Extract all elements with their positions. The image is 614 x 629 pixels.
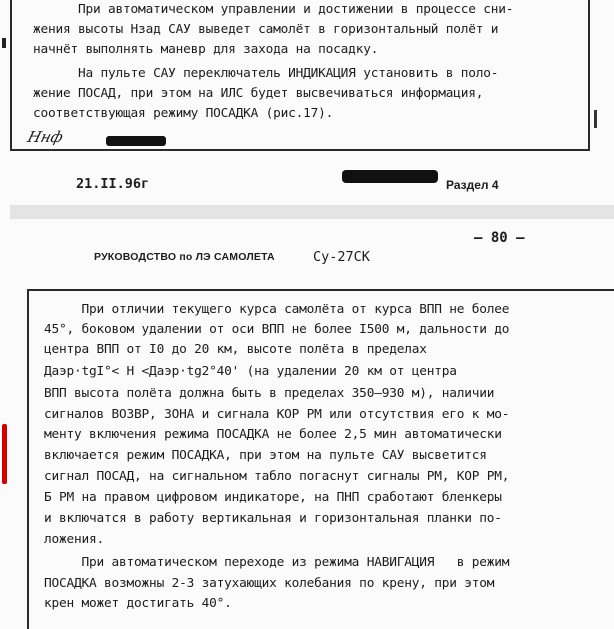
signature: Ннф (25, 128, 66, 146)
page2-line-10: Б РМ на правом цифровом индикаторе, на ПНП сработают бленкеры (44, 490, 502, 505)
page2-line-8: включается режим ПОСАДКА, при этом на пульте САУ высветится (44, 448, 487, 463)
red-margin-mark (2, 424, 7, 484)
page1-line-2: жения высоты Нзад САУ выведет самолёт в горизонтальный полёт и (33, 22, 499, 37)
page2-line-12: ложения. (44, 532, 105, 547)
page2-line-4: Даэр·tgI°< H <Даэр·tg2°40' (на удалении 20 км от центра (44, 364, 457, 379)
page2-line-5: ВПП высота полёта должна быть в пределах 350–930 м), наличии (44, 386, 495, 401)
page2-line-1: При отличии текущего курса самолёта от курса ВПП не более (44, 302, 510, 317)
page-date: 21.II.96г (76, 176, 150, 192)
page-divider (10, 205, 614, 219)
redaction-bar-bottom (342, 170, 438, 183)
page1-line-4: На пульте САУ переключатель ИНДИКАЦИЯ установить в поло- (33, 66, 499, 81)
aircraft-model: Су-27СК (313, 249, 370, 265)
page2-line-15: крен может достигать 40°. (44, 596, 232, 611)
section-label: Раздел 4 (446, 178, 499, 192)
page2-line-11: и включатся в работу вертикальная и горизонтальная планки по- (44, 511, 502, 526)
page1-line-3: начнёт выполнять маневр для захода на посадку. (33, 42, 379, 57)
redaction-bar-top (106, 136, 166, 146)
page1-line-5: жение ПОСАД, при этом на ИЛС будет высвечиваться информация, (33, 86, 484, 101)
right-margin-mark (594, 110, 597, 128)
page2-line-14: ПОСАДКА возможны 2-3 затухающих колебания по крену, при этом (44, 576, 495, 591)
page2-line-9: сигнал ПОСАД, на сигнальном табло погаснут сигналы РМ, КОР РМ, (44, 469, 510, 484)
page2-line-2: 45°, боковом удалении от оси ВПП не более I500 м, дальности до (44, 322, 510, 337)
page1-line-1: При автоматическом управлении и достижении в процессе сни- (33, 2, 514, 17)
page2-line-7: менту включения режима ПОСАДКА не более 2,5 мин автоматически (44, 427, 502, 442)
page-number: — 80 — (474, 230, 525, 246)
left-margin-mark (2, 38, 6, 48)
page2-line-6: сигналов ВОЗВР, ЗОНА и сигнала КОР РМ или отсутствия его к мо- (44, 407, 510, 422)
page1-line-6: соответствующая режиму ПОСАДКА (рис.17). (33, 106, 334, 121)
page2-line-13: При автоматическом переходе из режима НАВИГАЦИЯ в режим (44, 555, 510, 570)
page2-line-3: центра ВПП от I0 до 20 км, высоте полёта в пределах (44, 342, 427, 357)
manual-title: РУКОВОДСТВО по ЛЭ САМОЛЕТА (94, 251, 275, 263)
